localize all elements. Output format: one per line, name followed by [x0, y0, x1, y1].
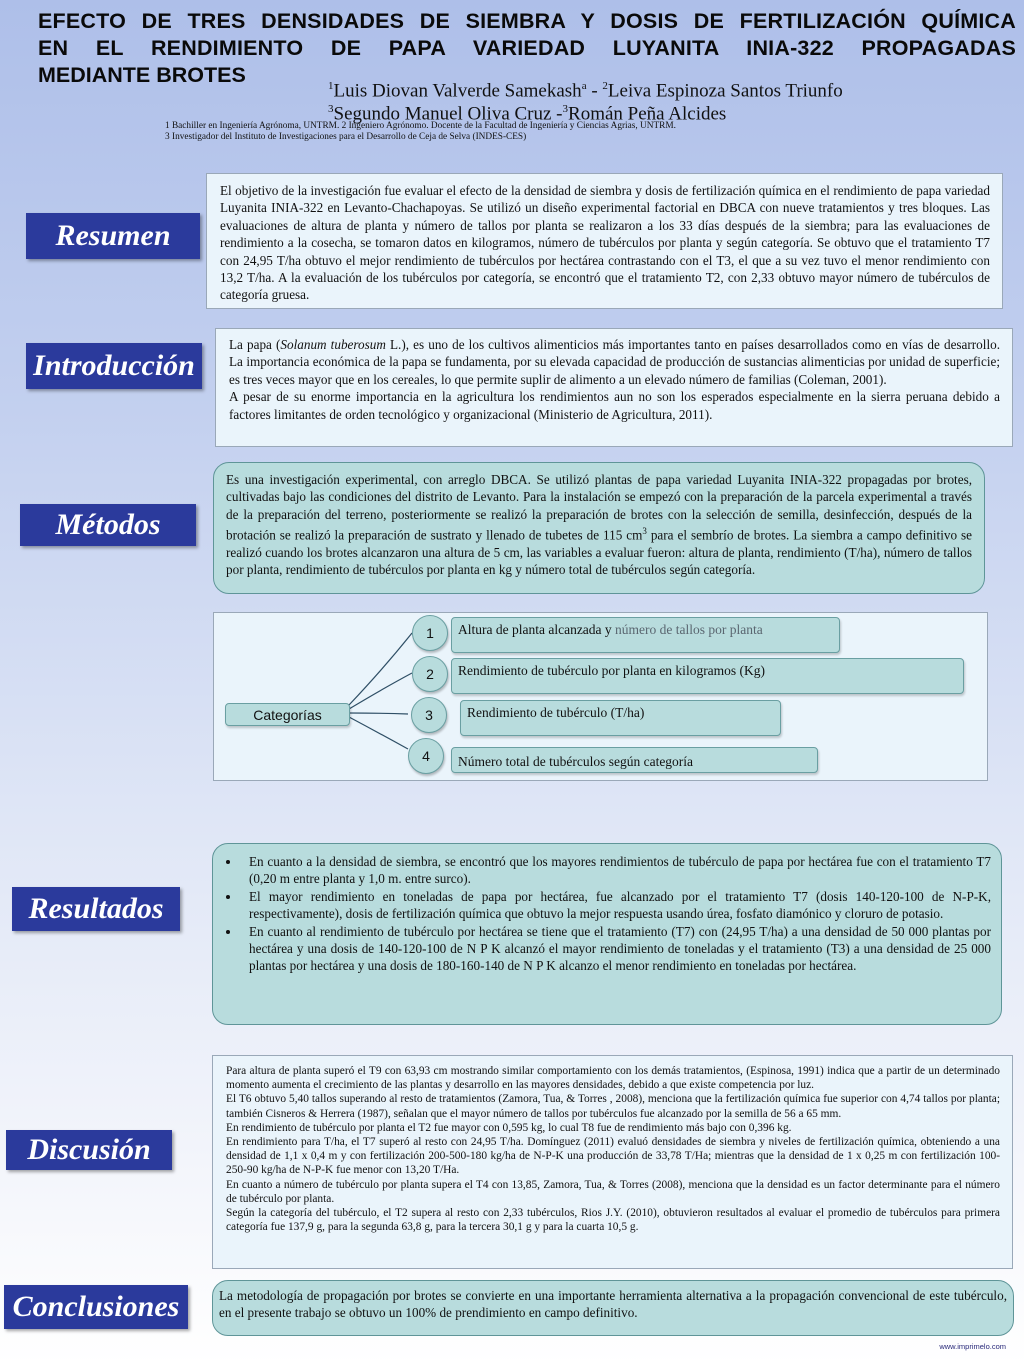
title-line: EN EL RENDIMIENTO DE PAPA VARIEDAD LUYANITA INIA-322 PROPAGADAS — [38, 36, 1016, 60]
resultados-panel — [212, 843, 1002, 1025]
introduccion-paragraph: A pesar de su enorme importancia en la agricultura los rendimientos aun no son los esperados especialmente en la sierra peruana debido a factores limitantes de orden tecnológico y organizacional (Ministerio de Agricultura, 2011). — [229, 389, 1000, 422]
discusion-paragraph: El T6 obtuvo 5,40 tallos superando al resto de tratamientos (Zamora, Tua, & Torres , 2008), menciona que la fertilización química fue superior con 4,74 tallos por planta; también Cisneros & Herrera (1987), señalan que el mayor número de tallos por tubérculos fue alcanzado por la semilla de 56 a 65 mm. — [226, 1093, 1000, 1120]
discusion-paragraph: En rendimiento de tubérculo por planta el T2 fue mayor con 0,595 kg, lo cual T8 fue de rendimiento más bajo con 0,396 kg. — [226, 1121, 792, 1134]
category-number-4: 4 — [408, 738, 444, 774]
introduccion-paragraph: La papa (Solanum tuberosum L.), es uno de los cultivos alimenticios más importantes tanto en países desarrollados como en vías de desarrollo. La importancia económica de la papa se fundamenta, por su elevada capacidad de producción de sustancias alimenticias por unidad de superficie; es tres veces mayor que en los cereales, lo que permite suplir de alimento a un elevado número de familias (Coleman, 2001). — [229, 337, 1000, 387]
categorias-diagram — [213, 612, 988, 781]
footer-credit: www.imprimelo.com — [939, 1342, 1006, 1351]
title-line: EFECTO DE TRES DENSIDADES DE SIEMBRA Y DOSIS DE FERTILIZACIÓN QUÍMICA — [38, 9, 1016, 33]
metodos-text: Es una investigación experimental, con arreglo DBCA. Se utilizó plantas de papa variedad Luyanita INIA-322 propagadas por brotes, cultivadas bajo las condiciones del distrito de Levanto. Para la instalación se empezó con la preparación de la parcela experimental a través de la preparación del terreno, posteriormente se realizó la preparación de brotes con la selección de semilla, desinfección, después de la brotación se realizó la preparación de sustrato y llenado de tubetes de 115 $cm^3$ para el sembrío de brotes. La siembra a campo definitivo se realizó cuando los brotes alcanzaron una altura de 5 cm, las variables a evaluar fueron: altura de planta, rendimiento (T/ha), número de tallos por planta, rendimiento de tubérculos por planta en kg y número total de tubérculos según categoría. — [226, 472, 972, 578]
affiliation-line: 1 Bachiller en Ingeniería Agrónoma, UNTRM. 2 Ingeniero Agrónomo. Docente de la Facultad de Ingeniería y Ciencias Agrias, UNTRM. — [165, 121, 676, 131]
list-item: • El mayor rendimiento en toneladas de papa por hectárea, fue alcanzado por el tratamiento T7 (dosis 140-120-100 de N-P-K, respectivamente), dosis de fertilización química que obtuvo la mejor respuesta usando úrea, fosfato diamónico y cloruro de potasio. — [241, 888, 991, 923]
section-label-resultados: Resultados — [12, 887, 180, 931]
authors-line-2: $^3$Segundo Manuel Oliva Cruz -$^3$Román Peña Alcides — [328, 103, 727, 125]
authors-line-1: $^1$Luis Diovan Valverde Samekash$^a$ - $^2$Leiva Espinoza Santos Triunfo — [328, 80, 843, 102]
discusion-paragraph: Para altura de planta superó el T9 con 63,93 cm mostrando similar comportamiento con los demás tratamientos, (Espinosa, 1991) indica que a partir de un determinado momento aumenta el crecimiento de las plantas y desarrollo en las mayores densidades, debido a que existe competencia por luz. — [226, 1065, 1000, 1092]
affiliation-line: 3 Investigador del Instituto de Investigaciones para el Desarrollo de Ceja de Selva (INDES-CES) — [165, 132, 527, 142]
resumen-text: El objetivo de la investigación fue evaluar el efecto de la densidad de siembra y dosis de fertilización química en el rendimiento de papa variedad Luyanita INIA-322 en Levanto-Chachapoyas. Se utilizó un diseño experimental factorial en DBCA con nueve tratamientos y tres bloques. Las evaluaciones de altura de planta y número de tallos por planta se realizaron a los 33 días después de la siembra; para las evaluaciones de rendimiento a la cosecha, se tomaron datos en kilogramos, número de tubérculos por planta y según categoría. Se obtuvo que el tratamiento T7 con 24,95 T/ha obtuvo el mejor rendimiento de tubérculos por hectárea contrastando con el T3, el que a su vez tuvo el menor rendimiento con 13,2 T/ha. A la evaluación de los tubérculos por categoría, se encontró que el tratamiento T2, con 2,33 obtuvo mayor número de tubérculos de categoría gruesa. — [220, 183, 990, 303]
category-number-2: 2 — [412, 656, 448, 692]
discusion-paragraph: Según la categoría del tubérculo, el T2 supera al resto con 2,33 tubérculos, Rios J.Y. (2010), obtuvieron resultados al evaluar el promedio de tubérculos para primera categoría fue 137,9 g, para la segunda 63,8 g, para la tercera 30,1 g y para la cuarta 10,5 g. — [226, 1207, 1000, 1234]
title-line: MEDIANTE BROTES — [38, 63, 246, 87]
category-number-3: 3 — [411, 697, 447, 733]
categorias-box: Categorías — [225, 703, 350, 726]
conclusiones-text: La metodología de propagación por brotes se convierte en una importante herramienta alternativa a la propagación convencional de este tubérculo, en el presente trabajo se obtuvo un 100% de prendimiento en campo definitivo. — [219, 1288, 1007, 1321]
connector-line — [349, 717, 408, 749]
resumen-panel — [206, 173, 1003, 309]
connector-line — [349, 673, 412, 709]
resultados-list — [223, 853, 991, 975]
category-item-4: Número total de tubérculos según categoría — [451, 747, 818, 773]
section-label-metodos: Métodos — [20, 504, 196, 546]
section-label-introduccion: Introducción — [26, 343, 202, 389]
list-item: • En cuanto a la densidad de siembra, se encontró que los mayores rendimientos de tubérculo de papa por hectárea fue con el tratamiento T7 (0,20 m entre planta y 1,0 m. entre surco). — [241, 853, 991, 888]
section-label-conclusiones: Conclusiones — [4, 1285, 188, 1329]
category-item-1: Altura de planta alcanzada y número de tallos por planta — [451, 617, 840, 653]
discusion-paragraph: En rendimiento para T/ha, el T7 superó al resto con 24,95 T/ha. Domínguez (2011) evaluó densidades de siembra y niveles de fertilización química, obteniendo a una densidad de 1,1 x 0,4 m y con fertilización 200-500-180 kg/ha de N-P-K una producción de 33,78 T/Ha; mientras que la densidad de 1 x 0,25 m con fertilización 100-250-90 kg/ha de N-P-K fue menor con 13,20 T/Ha. — [226, 1136, 1000, 1177]
discusion-paragraph: En cuanto a número de tubérculo por planta supera el T4 con 13,85, Zamora, Tua, & Torres (2008), menciona que la densidad es un factor determinante para el número de tubérculo por planta. — [226, 1178, 1000, 1205]
poster-title — [38, 8, 1016, 62]
section-label-resumen: Resumen — [26, 213, 200, 259]
connector-line — [349, 633, 412, 705]
conclusiones-panel — [212, 1280, 1014, 1336]
discusion-panel — [212, 1055, 1013, 1269]
list-item: • En cuanto al rendimiento de tubérculo por hectárea se tiene que el tratamiento (T7) con (24,95 T/ha) a una densidad de 50 000 plantas por hectárea y una dosis de 140-120-100 de N P K alcanzó el mayor rendimiento de toneladas y el tratamiento (T3) a una densidad de 25 000 plantas por hectárea y una dosis de 180-160-140 de N P K alcanzo el menor rendimiento en toneladas por hectárea. — [241, 923, 991, 975]
category-item-3: Rendimiento de tubérculo (T/ha) — [460, 700, 781, 736]
metodos-panel — [213, 462, 985, 594]
connector-line — [349, 713, 408, 714]
category-item-2: Rendimiento de tubérculo por planta en kilogramos (Kg) — [451, 658, 964, 694]
category-number-1: 1 — [412, 615, 448, 651]
section-label-discusion: Discusión — [6, 1130, 172, 1170]
introduccion-panel — [215, 328, 1013, 447]
